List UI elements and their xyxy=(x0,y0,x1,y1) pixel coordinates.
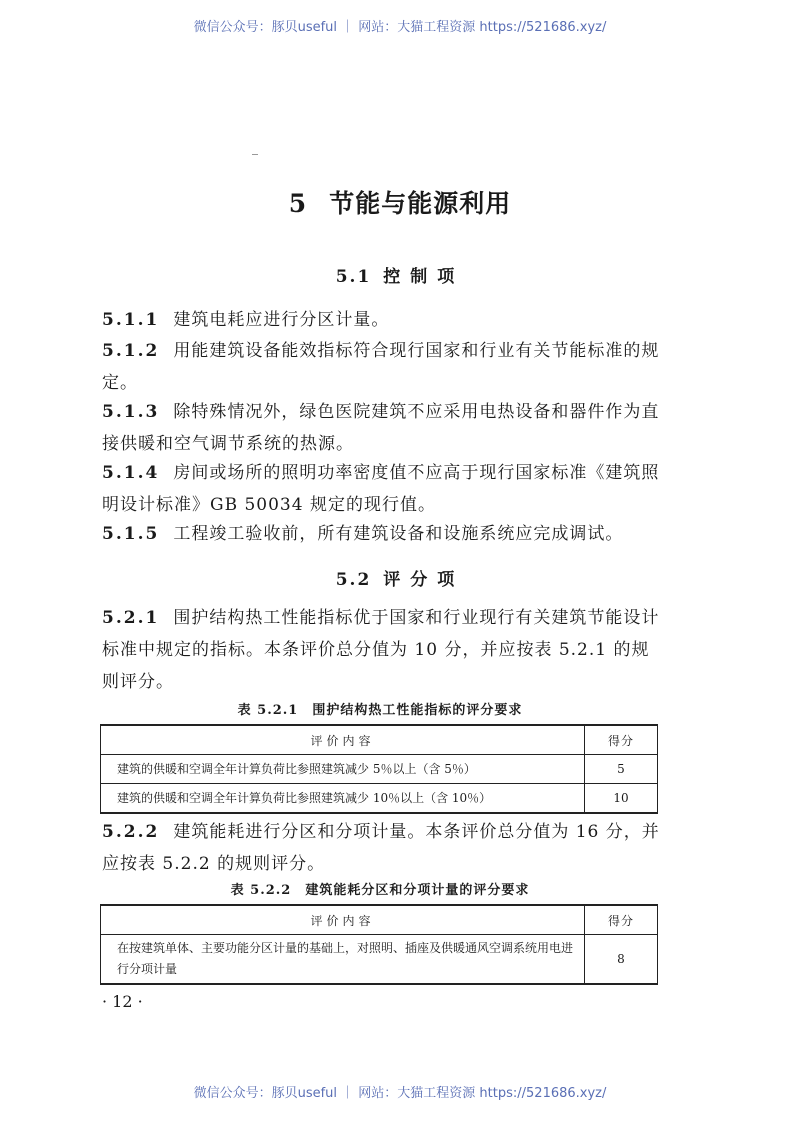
clause-text: 房间或场所的照明功率密度值不应高于现行国家标准《建筑照明设计标准》GB 50034 规定的现行值。 xyxy=(102,463,660,515)
clause-5-2-2 xyxy=(102,816,662,880)
table-5-2-1 xyxy=(100,724,658,814)
clause-text: 围护结构热工性能指标优于国家和行业现行有关建筑节能设计标准中规定的指标。本条评价总分值为 10 分，并应按表 5.2.1 的规则评分。 xyxy=(102,608,660,692)
clause-number: 5.1.5 xyxy=(102,524,160,544)
table-caption-5-2-2 xyxy=(0,879,760,898)
table-row xyxy=(101,935,658,985)
clause-text: 除特殊情况外，绿色医院建筑不应采用电热设备和器件作为直接供暖和空气调节系统的热源。 xyxy=(102,402,660,454)
section-number: 5.2 xyxy=(335,570,372,590)
clause-text: 建筑能耗进行分区和分项计量。本条评价总分值为 16 分，并应按表 5.2.2 的规则评分。 xyxy=(102,822,660,874)
table-5-2-2 xyxy=(100,904,658,985)
table-caption-text: 围护结构热工性能指标的评分要求 xyxy=(312,703,523,718)
row-score: 10 xyxy=(585,784,658,814)
clause-text: 工程竣工验收前，所有建筑设备和设施系统应完成调试。 xyxy=(173,524,624,544)
page-number: · 12 · xyxy=(102,992,143,1011)
row-content: 建筑的供暖和空调全年计算负荷比参照建筑减少 10％以上（含 10％） xyxy=(101,784,585,814)
clause-number: 5.2.1 xyxy=(102,608,160,628)
header-score: 得分 xyxy=(585,905,658,935)
header-score: 得分 xyxy=(585,725,658,755)
section-title-text: 控制项 xyxy=(383,267,465,287)
clause-number: 5.1.4 xyxy=(102,463,160,483)
section-title-text: 评分项 xyxy=(383,570,465,590)
clause-number: 5.1.1 xyxy=(102,310,160,330)
section-title-5-1 xyxy=(0,262,800,287)
clause-text: 用能建筑设备能效指标符合现行国家和行业有关节能标准的规定。 xyxy=(102,341,660,393)
row-content: 在按建筑单体、主要功能分区计量的基础上，对照明、插座及供暖通风空调系统用电进行分项计量 xyxy=(101,935,585,985)
section-title-5-2 xyxy=(0,565,800,590)
header-content: 评价内容 xyxy=(101,725,585,755)
table-number: 表 5.2.1 xyxy=(237,703,299,718)
clause-5-1-4 xyxy=(102,457,662,521)
clause-number: 5.1.3 xyxy=(102,402,160,422)
clause-number: 5.2.2 xyxy=(102,822,160,842)
chapter-title xyxy=(0,184,800,220)
table-caption-text: 建筑能耗分区和分项计量的评分要求 xyxy=(305,883,530,898)
table-row xyxy=(101,755,658,784)
table-header-row xyxy=(101,905,658,935)
clause-number: 5.1.2 xyxy=(102,341,160,361)
row-content: 建筑的供暖和空调全年计算负荷比参照建筑减少 5％以上（含 5％） xyxy=(101,755,585,784)
clause-text: 建筑电耗应进行分区计量。 xyxy=(173,310,390,330)
header-content: 评价内容 xyxy=(101,905,585,935)
watermark-top: 微信公众号：豚贝useful ｜ 网站：大猫工程资源 https://521686.xyz/ xyxy=(193,20,607,35)
table-number: 表 5.2.2 xyxy=(230,883,292,898)
row-score: 5 xyxy=(585,755,658,784)
section-number: 5.1 xyxy=(335,267,372,287)
clause-5-2-1 xyxy=(102,602,662,698)
clause-5-1-1 xyxy=(102,304,662,336)
clause-5-1-5 xyxy=(102,518,662,550)
table-caption-5-2-1 xyxy=(0,699,760,718)
scan-speck xyxy=(252,154,258,155)
chapter-number: 5 xyxy=(288,189,308,218)
chapter-title-text: 节能与能源利用 xyxy=(329,189,512,218)
table-header-row xyxy=(101,725,658,755)
watermark-bottom: 微信公众号：豚贝useful ｜ 网站：大猫工程资源 https://521686.xyz/ xyxy=(193,1086,607,1101)
table-row xyxy=(101,784,658,814)
clause-5-1-3 xyxy=(102,396,662,460)
clause-5-1-2 xyxy=(102,335,662,399)
row-score: 8 xyxy=(585,935,658,985)
